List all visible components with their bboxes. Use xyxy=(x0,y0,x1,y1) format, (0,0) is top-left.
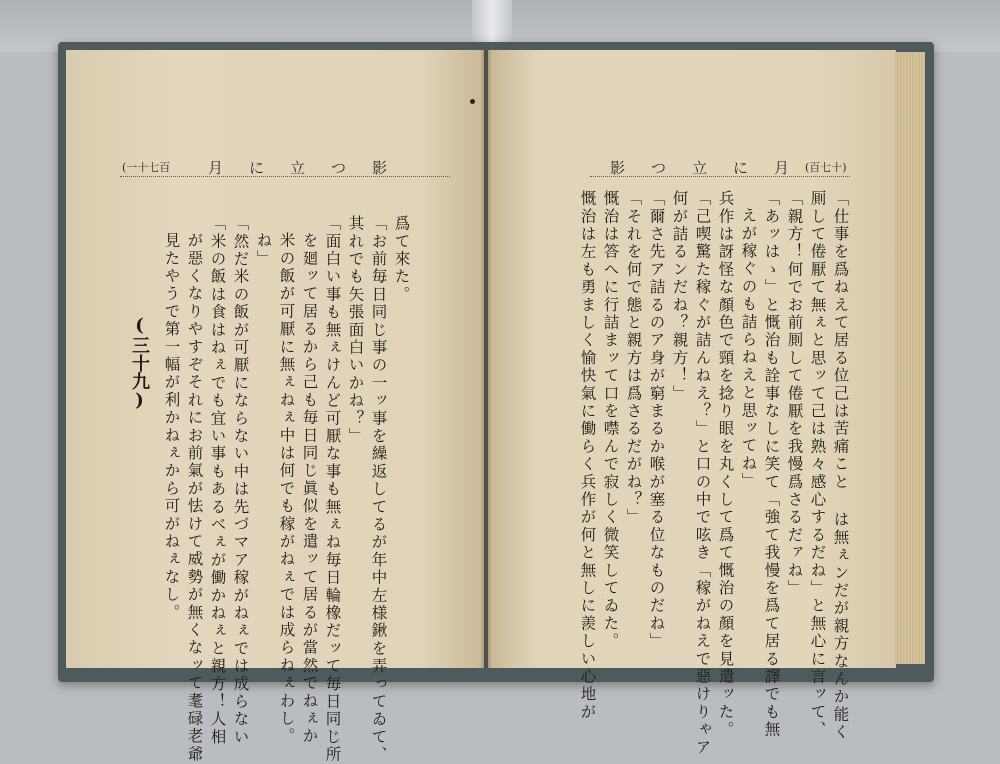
text-column: 「己喫驚た稼ぐが詰んねえ？」と口の中で呟き「稼がねえで惡けりゃア xyxy=(693,190,712,757)
page-edges xyxy=(895,52,925,664)
text-column: 慨治は答へに行詰まッて口を噤んで寂しく微笑してゐた。 xyxy=(601,190,620,651)
text-column: 見たやうで第一幅が利かねぇから可がねぇなし。 xyxy=(162,232,181,622)
book-gutter xyxy=(480,50,492,668)
text-column: 「仕事を爲ねえて居る位己は苦痛こと は無ぇンだが親方なんか能く xyxy=(831,190,850,742)
text-column: 其れでも矢張面白いかね？」 xyxy=(346,215,365,446)
ink-spot xyxy=(470,99,475,104)
text-column: 厠して倦厭て無ぇと思ッて己は熟々感心するだね」と無心に言ッて、 xyxy=(808,190,827,739)
text-column: 慨治は左も勇ましく愉快氣に働らく兵作が何と無しに羨しい心地が xyxy=(578,190,597,721)
text-column: ね」 xyxy=(254,232,273,268)
right-running-title: 影つ立に月 xyxy=(610,159,816,177)
text-column: 「親方！何でお前厠して倦厭を我慢爲さるだァね」 xyxy=(785,190,804,598)
chapter-number: (三十九) xyxy=(129,315,150,411)
text-column: 「面白い事も無ぇけんど可厭な事も無ぇね毎日輪橡だッて毎日同じ所 xyxy=(323,215,342,764)
text-column: 何が詰るンだね？親方！」 xyxy=(670,190,689,403)
text-column: 爲て來た。 xyxy=(392,215,411,304)
right-folio: (百七十) xyxy=(805,161,847,174)
left-folio: (一十七百 xyxy=(122,161,171,174)
text-column: 「米の飯は食はねぇでも宜い事もあるべぇが働かねぇと親方！人相 xyxy=(208,215,227,746)
text-column: 「お前毎日同じ事の一ッ事を繰返してるが年中左様鍬を弄ってゐて、 xyxy=(369,215,388,764)
text-column: 米の飯が可厭に無ぇねぇ中は何でも稼がねぇでは成らねぇわし。 xyxy=(277,232,296,746)
left-running-title: 月に立つ影 xyxy=(208,159,414,177)
text-column: 「爾さ先ア詰るのア身が窮まるか喉が塞る位なものだね」 xyxy=(647,190,666,651)
text-column: 「然だ米の飯が可厭にならない中は先づマア稼がねぇでは成らない xyxy=(231,215,250,746)
text-column: 「それを何で態と親方は爲さるだがね？」 xyxy=(624,190,643,527)
text-column: を廻ッて居るから己も毎日同じ眞似を遣ッて居るが當然でねぇか xyxy=(300,232,319,746)
text-column: えが稼ぐのも詰らねえと思ッてね」 xyxy=(739,207,758,491)
text-column: が惡くなりやすぞそれにお前氣が怯けて威勢が無くなッて耄碌老爺 xyxy=(185,232,204,763)
text-column: 兵作は訝怪な顏色で頸を捻り眼を丸くして爲て慨治の顏を見遣ッた。 xyxy=(716,190,735,739)
text-column: 「あッはゝ」と慨治も詮事なしに笑て「強て我慢を爲て居る譯でも無 xyxy=(762,190,781,739)
